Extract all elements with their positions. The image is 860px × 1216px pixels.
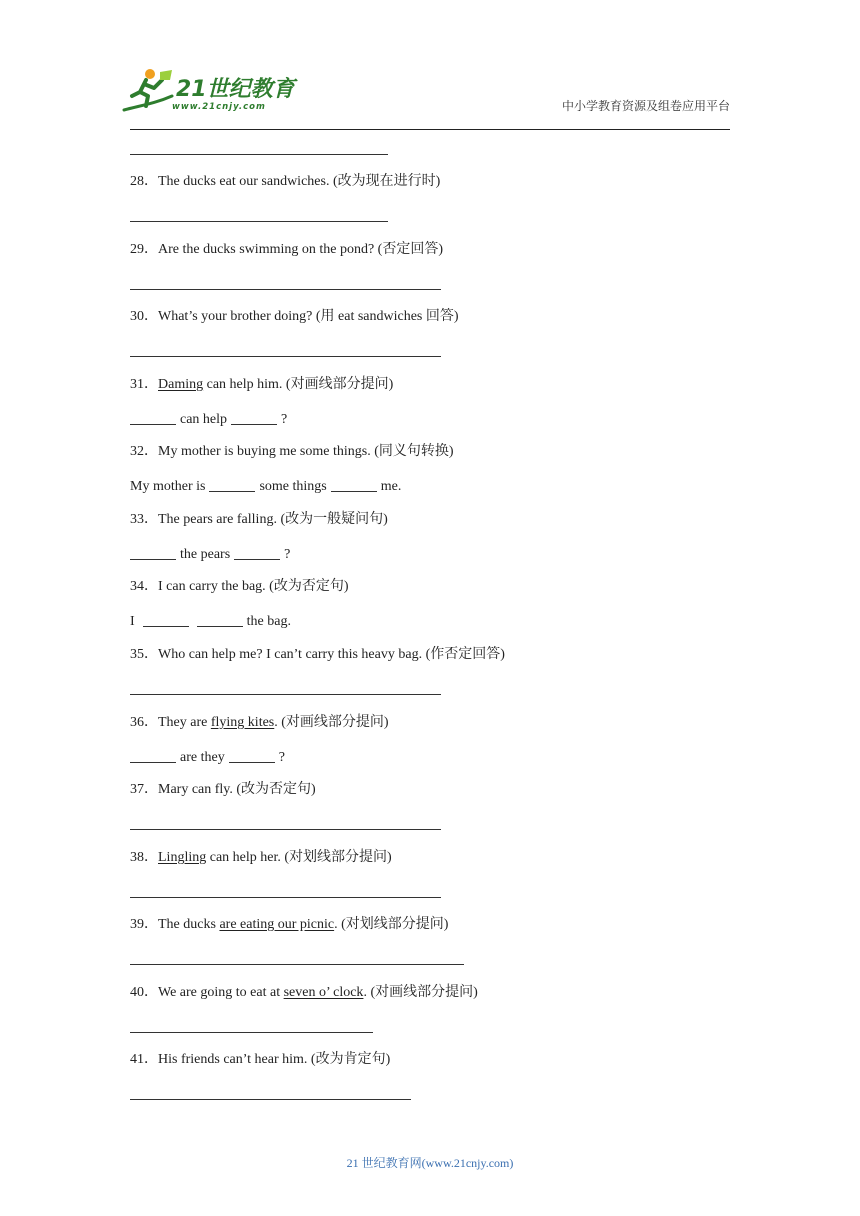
logo-url: www.21cnjy.com (172, 102, 266, 112)
fill-blank[interactable] (143, 612, 189, 627)
answer-text: me. (380, 479, 402, 494)
question-number: 41． (130, 1052, 158, 1067)
underlined-part: flying kites (210, 715, 275, 730)
answer-line (130, 1099, 411, 1100)
question-28 (130, 173, 440, 191)
answer-line (130, 897, 441, 898)
answer-text: are they (180, 750, 225, 765)
answer-33 (130, 545, 290, 564)
question-41 (130, 1051, 390, 1069)
fill-blank[interactable] (130, 545, 176, 560)
answer-line (130, 356, 441, 357)
answer-text: ? (281, 412, 288, 427)
answer-text: can help (180, 412, 228, 427)
question-number: 33． (130, 512, 158, 527)
fill-blank[interactable] (130, 410, 176, 425)
question-number: 37． (130, 782, 158, 797)
fill-blank[interactable] (209, 477, 255, 492)
answer-text: My mother is (130, 479, 206, 494)
question-number: 34． (130, 579, 158, 594)
question-text: . (对划线部分提问) (334, 917, 449, 932)
answer-text: the bag. (246, 614, 291, 629)
answer-36 (130, 748, 285, 767)
question-37 (130, 781, 316, 799)
question-text: can help him. (对画线部分提问) (203, 377, 394, 392)
question-text: We are going to eat at (158, 985, 284, 1000)
question-39 (130, 916, 448, 934)
answer-line (130, 1032, 373, 1033)
question-number: 35． (130, 647, 158, 662)
logo (120, 66, 300, 118)
answer-32 (130, 477, 401, 496)
underlined-part: Daming (158, 377, 204, 392)
question-text: The pears are falling. (改为一般疑问句) (158, 512, 388, 527)
answer-text: ? (284, 547, 291, 562)
question-number: 28． (130, 174, 158, 189)
answer-text: some things (259, 479, 327, 494)
question-36 (130, 714, 389, 732)
underlined-part: are eating our picnic (219, 917, 335, 932)
answer-text: ? (278, 750, 285, 765)
underlined-part: seven o’ clock (283, 985, 364, 1000)
runner-logo-icon (120, 66, 178, 116)
header-platform-text: 中小学教育资源及组卷应用平台 (561, 99, 730, 113)
answer-line (130, 829, 441, 830)
question-35 (130, 646, 505, 664)
question-number: 29． (130, 242, 158, 257)
question-30 (130, 308, 459, 326)
question-text: Mary can fly. (改为否定句) (158, 782, 316, 797)
answer-line (130, 154, 388, 155)
answer-31 (130, 410, 287, 429)
answer-text: the pears (180, 547, 231, 562)
question-text: My mother is buying me some things. (同义句转换) (158, 444, 454, 459)
page-footer[interactable]: 21 世纪教育网(www.21cnjy.com) (346, 1156, 514, 1170)
question-number: 31． (130, 377, 158, 392)
question-number: 40． (130, 985, 158, 1000)
question-31 (130, 376, 393, 394)
question-29 (130, 241, 443, 259)
question-text: can help her. (对划线部分提问) (206, 850, 392, 865)
fill-blank[interactable] (197, 612, 243, 627)
question-33 (130, 511, 388, 529)
underlined-part: Lingling (158, 850, 207, 865)
question-text: I can carry the bag. (改为否定句) (158, 579, 349, 594)
page-header (0, 0, 860, 140)
question-text: The ducks eat our sandwiches. (改为现在进行时) (158, 174, 441, 189)
fill-blank[interactable] (229, 748, 275, 763)
question-text: They are (158, 715, 211, 730)
answer-line (130, 289, 441, 290)
question-number: 39． (130, 917, 158, 932)
header-divider (130, 129, 730, 130)
question-text: . (对画线部分提问) (274, 715, 389, 730)
question-text: . (对画线部分提问) (363, 985, 478, 1000)
answer-text: I (130, 614, 135, 629)
question-text: His friends can’t hear him. (改为肯定句) (158, 1052, 391, 1067)
fill-blank[interactable] (234, 545, 280, 560)
answer-34 (130, 612, 291, 631)
question-number: 36． (130, 715, 158, 730)
question-text: Are the ducks swimming on the pond? (否定回答) (158, 242, 444, 257)
fill-blank[interactable] (331, 477, 377, 492)
question-number: 32． (130, 444, 158, 459)
fill-blank[interactable] (130, 748, 176, 763)
logo-text: 21世纪教育 (176, 77, 295, 102)
fill-blank[interactable] (231, 410, 277, 425)
question-text: What’s your brother doing? (用 eat sandwiches 回答) (158, 309, 459, 324)
question-38 (130, 849, 392, 867)
answer-line (130, 221, 388, 222)
question-40 (130, 984, 478, 1002)
question-text: Who can help me? I can’t carry this heavy bag. (作否定回答) (158, 647, 505, 662)
question-32 (130, 443, 454, 461)
answer-line (130, 964, 464, 965)
question-number: 30． (130, 309, 158, 324)
question-number: 38． (130, 850, 158, 865)
question-text: The ducks (158, 917, 220, 932)
answer-line (130, 694, 441, 695)
question-34 (130, 578, 348, 596)
